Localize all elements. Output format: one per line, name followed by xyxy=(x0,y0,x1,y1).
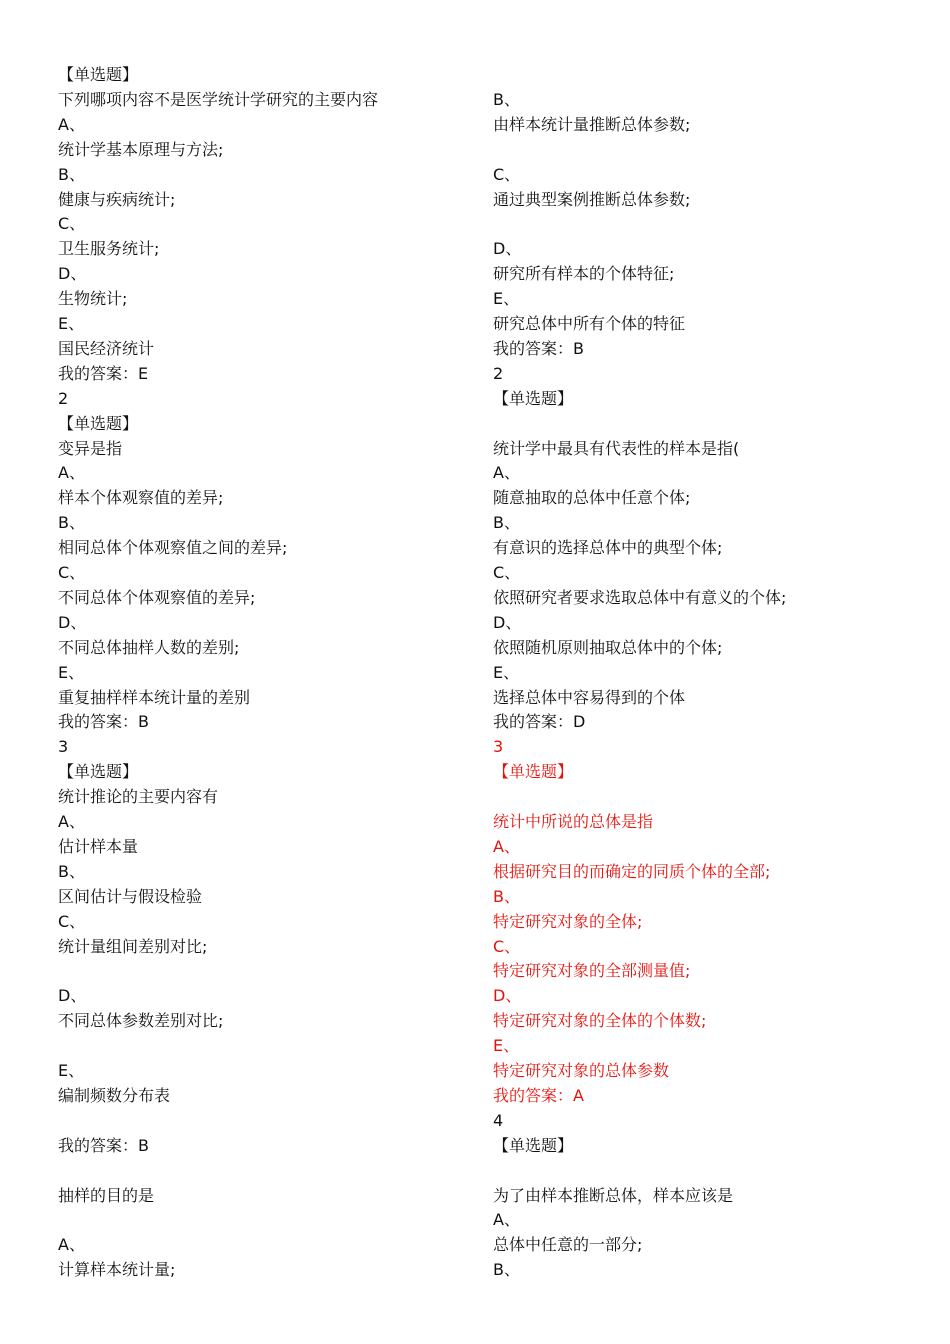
text-line: 统计量组间差别对比; xyxy=(58,936,208,956)
text-line: D、 xyxy=(493,239,522,259)
text-line: 特定研究对象的全体的个体数; xyxy=(493,1011,707,1031)
text-line: 2 xyxy=(58,388,69,408)
text-line: B、 xyxy=(58,861,85,881)
text-line: A、 xyxy=(493,836,520,856)
text-line: 不同总体个体观察值的差异; xyxy=(58,587,256,607)
text-line: D、 xyxy=(58,986,87,1006)
text-line: D、 xyxy=(493,986,522,1006)
text-line: 特定研究对象的全部测量值; xyxy=(493,961,691,981)
text-line: 计算样本统计量; xyxy=(58,1260,176,1280)
text-line: 【单选题】 xyxy=(493,1135,574,1155)
text-line: 编制频数分布表 xyxy=(58,1085,171,1105)
text-line: 研究所有样本的个体特征; xyxy=(493,264,675,284)
text-line: 统计学基本原理与方法; xyxy=(58,139,224,159)
text-line: 健康与疾病统计; xyxy=(58,189,176,209)
text-line: B、 xyxy=(493,1260,520,1280)
text-line: 【单选题】 xyxy=(493,762,574,782)
text-line: 2 xyxy=(493,363,504,383)
text-line: D、 xyxy=(493,612,522,632)
text-line: B、 xyxy=(58,164,85,184)
text-line: 选择总体中容易得到的个体 xyxy=(493,687,686,707)
text-line: 统计学中最具有代表性的样本是指( xyxy=(493,438,740,458)
text-line: E、 xyxy=(493,662,520,682)
text-line: 有意识的选择总体中的典型个体; xyxy=(493,538,723,558)
text-line: 抽样的目的是 xyxy=(58,1185,155,1205)
text-line: 国民经济统计 xyxy=(58,338,155,358)
text-line: 随意抽取的总体中任意个体; xyxy=(493,488,691,508)
text-line: C、 xyxy=(58,563,86,582)
text-line: C、 xyxy=(58,214,86,234)
text-line: A、 xyxy=(58,1235,85,1255)
text-line: E、 xyxy=(58,314,85,333)
text-line: B、 xyxy=(58,513,85,533)
text-line: 4 xyxy=(493,1110,504,1130)
text-line: 【单选题】 xyxy=(493,388,574,408)
text-line: 区间估计与假设检验 xyxy=(58,886,203,906)
text-line: 下列哪项内容不是医学统计学研究的主要内容 xyxy=(58,89,379,109)
text-line: 卫生服务统计; xyxy=(58,239,160,259)
text-line: D、 xyxy=(58,264,87,284)
text-line: 【单选题】 xyxy=(58,762,139,782)
text-line: A、 xyxy=(58,812,85,831)
text-line: 特定研究对象的总体参数 xyxy=(493,1061,670,1080)
text-line: 不同总体参数差别对比; xyxy=(58,1011,224,1031)
text-line: A、 xyxy=(493,1210,520,1230)
text-line: 样本个体观察值的差异; xyxy=(58,488,224,508)
text-line: 我的答案：A xyxy=(493,1085,584,1105)
text-line: 研究总体中所有个体的特征 xyxy=(493,314,686,333)
text-line: 根据研究目的而确定的同质个体的全部; xyxy=(493,861,771,881)
text-line: 生物统计; xyxy=(58,289,128,309)
text-line: 由样本统计量推断总体参数; xyxy=(493,114,691,134)
text-line: 依照研究者要求选取总体中有意义的个体; xyxy=(493,587,787,607)
text-line: 我的答案：D xyxy=(493,712,586,732)
text-line: 相同总体个体观察值之间的差异; xyxy=(58,538,288,558)
text-line: 特定研究对象的全体; xyxy=(493,911,643,931)
text-line: 【单选题】 xyxy=(58,65,139,84)
text-line: C、 xyxy=(493,164,521,184)
text-line: 3 xyxy=(493,737,504,757)
text-line: 我的答案：B xyxy=(493,338,584,358)
text-line: D、 xyxy=(58,612,87,632)
text-line: 统计推论的主要内容有 xyxy=(58,787,219,807)
text-line: A、 xyxy=(58,463,85,483)
text-line: 通过典型案例推断总体参数; xyxy=(493,189,691,209)
text-line: E、 xyxy=(58,1061,85,1080)
text-line: 不同总体抽样人数的差别; xyxy=(58,637,240,657)
text-line: B、 xyxy=(493,886,520,906)
text-line: E、 xyxy=(58,662,85,682)
text-line: E、 xyxy=(493,1036,520,1056)
text-line: 我的答案：B xyxy=(58,712,149,732)
text-line: C、 xyxy=(493,936,521,956)
text-line: B、 xyxy=(493,513,520,533)
text-line: 统计中所说的总体是指 xyxy=(493,812,654,831)
text-line: 重复抽样样本统计量的差别 xyxy=(58,687,251,707)
text-line: 为了由样本推断总体，样本应该是 xyxy=(493,1185,734,1205)
text-line: 我的答案：B xyxy=(58,1135,149,1155)
text-line: B、 xyxy=(493,89,520,109)
text-line: C、 xyxy=(493,563,521,582)
text-line: 3 xyxy=(58,737,69,757)
text-line: 【单选题】 xyxy=(58,413,139,433)
text-line: 变异是指 xyxy=(58,438,123,458)
text-line: E、 xyxy=(493,289,520,309)
text-line: 依照随机原则抽取总体中的个体; xyxy=(493,637,723,657)
text-line: 我的答案：E xyxy=(58,363,149,383)
text-line: A、 xyxy=(58,114,85,134)
text-line: 总体中任意的一部分; xyxy=(493,1235,643,1255)
text-line: A、 xyxy=(493,463,520,483)
text-line: C、 xyxy=(58,911,86,931)
text-line: 估计样本量 xyxy=(58,836,139,856)
